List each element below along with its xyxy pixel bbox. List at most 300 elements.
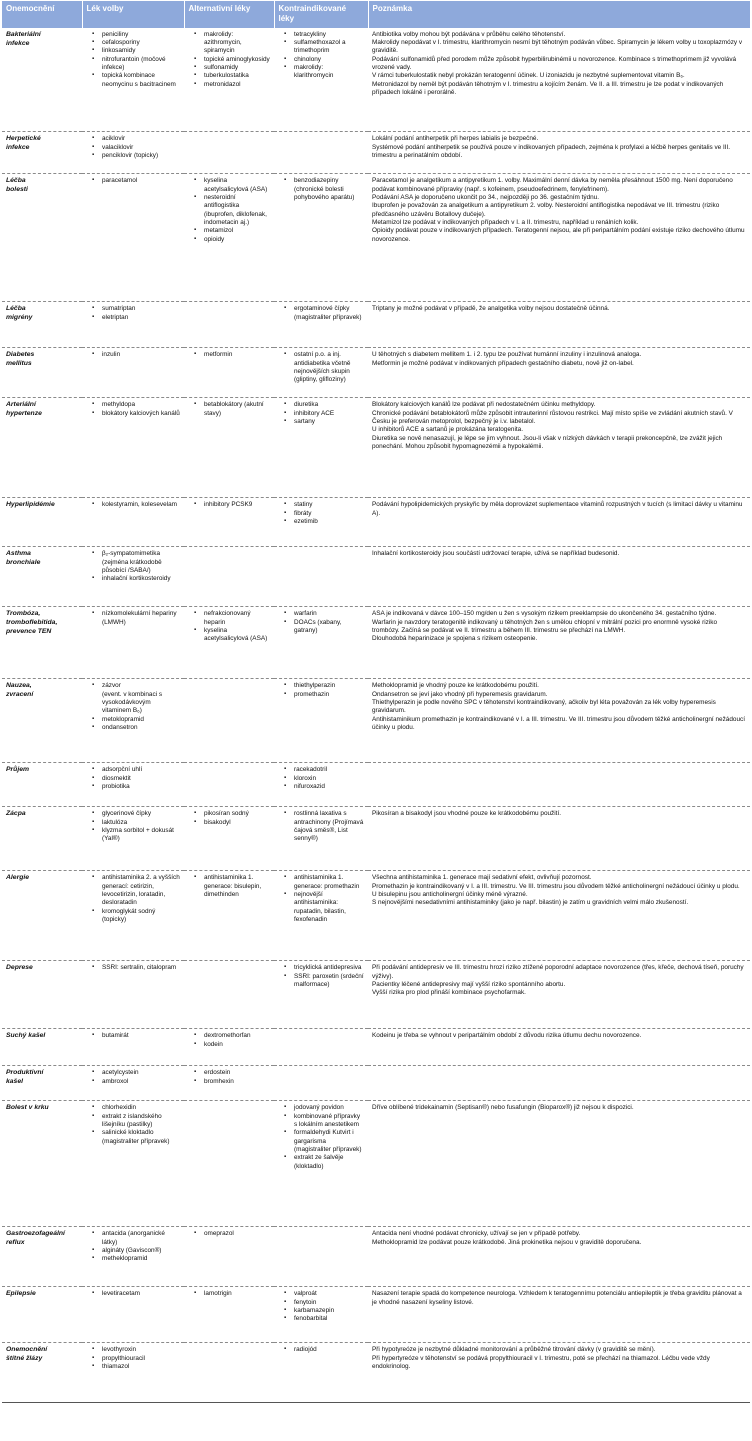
list-item: ▪ ondansetron — [102, 724, 180, 732]
note-paragraph: Všechna antihistaminika 1. generace mají sedativní efekt, ovlivňují pozornost. — [372, 874, 592, 882]
table-row — [2, 1066, 750, 1101]
drug-list — [86, 1290, 180, 1298]
list-item: ▪ propylthiouracil — [102, 1355, 180, 1363]
condition-label: Alergie — [6, 874, 30, 882]
list-item: ▪ antihistaminika 2. a vyšších generací: cetirizin, levocetirizin, loratadin, desloratadin — [102, 874, 180, 907]
condition-label: Hyperlipidémie — [6, 501, 55, 509]
table-row — [2, 174, 750, 302]
condition-label: migrény — [6, 314, 33, 322]
condition-label: Diabetes — [6, 351, 35, 359]
list-item: ▪ thiamazol — [102, 1363, 180, 1371]
table-row — [2, 961, 750, 1029]
drug-list — [278, 964, 364, 989]
condition-cell — [2, 807, 82, 871]
list-item: ▪ chinolony — [294, 56, 364, 64]
table-row — [2, 679, 750, 763]
header-drug-of-choice: Lék volby — [82, 1, 184, 28]
note-paragraph: Lokální podání antiherpetik při herpes labialis je bezpečné. — [372, 135, 539, 143]
note-cell — [368, 132, 750, 174]
list-item: ▪ thiethylperazin — [294, 682, 364, 690]
list-item: (event. v kombinaci s vysokodávkovým vitaminem B₆) — [102, 690, 163, 715]
drug-list — [188, 1230, 270, 1238]
list-item: ▪ fenobarbital — [294, 1315, 364, 1323]
drug-list — [278, 1346, 364, 1354]
condition-label: infekce — [6, 144, 30, 152]
drug-of-choice-cell — [82, 174, 184, 302]
list-item: ▪ rostlinná laxativa s antrachinony (Projímavá čajová směs®, List senny®) — [294, 810, 364, 843]
drug-of-choice-cell — [82, 1101, 184, 1227]
list-item: ▪ betablokátory (akutní stavy) — [204, 401, 270, 418]
note-cell — [368, 1343, 750, 1403]
contraindicated-cell — [274, 679, 368, 763]
note-paragraph: Inhalační kortikosteroidy jsou součástí udržovací terapie, užívá se například budesonid. — [372, 550, 620, 558]
condition-label: reflux — [6, 1239, 25, 1247]
condition-label: Onemocnění — [6, 1346, 48, 1354]
list-item: ▪ metformin — [204, 351, 270, 359]
list-item: ▪ diosmektit — [102, 775, 180, 783]
condition-label: Trombóza, — [6, 610, 41, 618]
note-paragraph: Antacida není vhodné podávat chronicky, užívají se jen v případě potřeby. — [372, 1230, 581, 1238]
table-row — [2, 1029, 750, 1066]
list-item: ▪ radiojód — [294, 1346, 364, 1354]
note-cell — [368, 1029, 750, 1066]
list-item: ▪ metoklopramid — [102, 716, 180, 724]
note-paragraph: U inhibitorů ACE a sartanů je prokázána teratogenita. — [372, 426, 523, 434]
alternative-cell — [184, 1287, 274, 1343]
alternative-cell — [184, 1101, 274, 1227]
drug-of-choice-cell — [82, 547, 184, 607]
table-row — [2, 28, 750, 132]
contraindicated-cell — [274, 1227, 368, 1287]
drug-list — [86, 964, 180, 972]
note-paragraph: Antihistaminikum promethazin je kontraindikované v I. a III. trimestru. Ve III. trimestru jsou důvodem těžké anticholinergní nežádoucí účinky u plodu. — [372, 715, 745, 731]
condition-label: Arteriální — [6, 401, 36, 409]
list-item: ▪ penciklovir (topicky) — [102, 152, 180, 160]
list-item: ▪ kloroxin — [294, 775, 364, 783]
note-cell — [368, 763, 750, 807]
list-item: ▪ klyzma sorbitol + dokusát (Yal®) — [102, 827, 180, 844]
condition-label: hypertenze — [6, 410, 42, 418]
alternative-cell — [184, 1029, 274, 1066]
list-item: ▪ kombinované přípravky s lokálním anestetikem — [294, 1113, 364, 1130]
drug-list — [86, 1032, 180, 1040]
note-paragraph: Diuretika se nově nenasazují, je lépe se jim vyhnout. Jsou-li však v nízkých dávkách v terapii prekoncepčně, lze zvážit jejich ponechání. Mohou způsobit hypomagnezémii a hypokalémii. — [372, 434, 723, 450]
list-item: ▪ β₂-sympatomimetika (zejména krátkodobě působící /SABA/) — [102, 550, 180, 575]
note-cell — [368, 498, 750, 547]
note-paragraph: Podávání sulfonamidů před porodem může způsobit hyperbilirubinémii u novorozence. Kombinace s trimethoprimem již vyvolává vrozené vady. — [372, 55, 737, 72]
list-item: ▪ acetylcystein — [102, 1069, 180, 1077]
list-item: ▪ sulfamethoxazol a trimethoprim — [294, 39, 364, 56]
note-paragraph: Opioidy podávat pouze v indikovaných případech. Teratogenní nejsou, ale při peripartálním podání existuje riziko dechového útlumu novorozence. — [372, 227, 745, 243]
list-item: ▪ kromoglykát sodný (topicky) — [102, 908, 180, 925]
drug-list — [278, 401, 364, 426]
list-item: ▪ sumatriptan — [102, 305, 180, 313]
list-item: ▪ warfarin — [294, 610, 364, 618]
list-item: ▪ ergotaminové čípky (magistraliter přípravek) — [294, 305, 364, 322]
drug-list — [86, 501, 180, 509]
alternative-cell — [184, 1066, 274, 1101]
contraindicated-cell — [274, 398, 368, 498]
contraindicated-cell — [274, 1343, 368, 1403]
drug-list — [188, 810, 270, 827]
note-paragraph: Triptany je možné podávat v případě, že analgetika volby nejsou dostatečně účinná. — [372, 305, 610, 313]
condition-label: kašel — [6, 1078, 24, 1086]
drug-list — [278, 766, 364, 791]
note-paragraph: Při hypotyreóze je nezbytné důkladné monitorování a průběžné titrování dávky (v graviditě se mění). — [372, 1346, 656, 1354]
drug-list — [86, 610, 180, 627]
note-paragraph: S nejnovějšími nesedativními antihistaminiky (jako je např. bilastin) je zatím u gravidních velmi málo zkušeností. — [372, 899, 689, 907]
condition-cell — [2, 547, 82, 607]
list-item: ▪ glycerinové čípky — [102, 810, 180, 818]
table-row — [2, 1343, 750, 1403]
contraindicated-cell — [274, 1029, 368, 1066]
condition-cell — [2, 1343, 82, 1403]
condition-label: Průjem — [6, 766, 30, 774]
list-item: ▪ kolestyramin, kolesevelam — [102, 501, 180, 509]
condition-cell — [2, 1066, 82, 1101]
list-item: ▪ nízkomolekulární hepariny (LMWH) — [102, 610, 180, 627]
alternative-cell — [184, 679, 274, 763]
contraindicated-cell — [274, 871, 368, 961]
list-item: ▪ tricyklická antidepresiva — [294, 964, 364, 972]
list-item: ▪ SSRI: paroxetin (srdeční malformace) — [294, 973, 364, 990]
drug-of-choice-cell — [82, 763, 184, 807]
note-paragraph: Vyšší rizika pro plod přináší kombinace psychofarmak. — [372, 989, 526, 997]
condition-cell — [2, 498, 82, 547]
list-item: ▪ benzodiazepiny (chronické bolesti pohybového aparátu) — [294, 177, 364, 202]
list-item: ▪ makrolidy: klarithromycin — [294, 64, 364, 81]
list-item: ▪ levothyroxin — [102, 1346, 180, 1354]
condition-cell — [2, 28, 82, 132]
alternative-cell — [184, 547, 274, 607]
drug-list — [278, 305, 364, 322]
drug-list — [278, 1290, 364, 1323]
drug-list — [188, 1290, 270, 1298]
contraindicated-cell — [274, 1287, 368, 1343]
list-item: ▪ extrakt ze šalvěje (kloktadlo) — [294, 1154, 364, 1171]
contraindicated-cell — [274, 132, 368, 174]
drug-of-choice-cell — [82, 132, 184, 174]
list-item: ▪ formaldehydi Kutvirt i gargarisma (magistraliter přípravek) — [294, 1129, 364, 1154]
list-item: ▪ pikosíran sodný — [204, 810, 270, 818]
note-cell — [368, 1227, 750, 1287]
header-contraindicated: Kontraindikované léky — [274, 1, 368, 28]
drug-of-choice-cell — [82, 961, 184, 1029]
condition-label: prevence TEN — [6, 627, 52, 635]
note-paragraph: Při podávání antidepresiv ve III. trimestru hrozí riziko ztížené poporodní adaptace novorozence (třes, křeče, dechová tíseň, poruchy výživy). — [372, 964, 744, 980]
list-item: ▪ sulfonamidy — [204, 64, 270, 72]
list-item: ▪ linkosamidy — [102, 47, 180, 55]
list-item: ▪ bromhexin — [204, 1078, 270, 1086]
list-item: ▪ zázvor — [102, 682, 180, 690]
table-row — [2, 498, 750, 547]
contraindicated-cell — [274, 807, 368, 871]
list-item: ▪ SSRI: sertralin, citalopram — [102, 964, 180, 972]
list-item: ▪ nesteroidní antiflogistika (ibuprofen, diklofenak, indometacin aj.) — [204, 194, 270, 227]
drug-list — [188, 610, 270, 643]
drug-list — [278, 177, 364, 202]
list-item: ▪ kodein — [204, 1041, 270, 1049]
contraindicated-cell — [274, 961, 368, 1029]
drug-of-choice-cell — [82, 871, 184, 961]
contraindicated-cell — [274, 547, 368, 607]
note-cell — [368, 1066, 750, 1101]
header-note: Poznámka — [368, 1, 750, 28]
list-item: ▪ peniciliny — [102, 31, 180, 39]
drug-list — [278, 31, 364, 81]
condition-label: Deprese — [6, 964, 33, 972]
note-cell — [368, 961, 750, 1029]
list-item: ▪ inhibitory PCSK9 — [204, 501, 270, 509]
list-item: ▪ extrakt z islandského lišejníku (pastilky) — [102, 1113, 180, 1130]
list-item: ▪ aciklovir — [102, 135, 180, 143]
drug-list — [86, 1104, 180, 1146]
drug-list — [278, 351, 364, 384]
list-item: ▪ eletriptan — [102, 314, 180, 322]
list-item: ▪ algináty (Gaviscon®) — [102, 1247, 180, 1255]
list-item: ▪ metamizol — [204, 227, 270, 235]
drug-list — [278, 682, 364, 699]
condition-label: Zácpa — [6, 810, 26, 818]
note-cell — [368, 807, 750, 871]
list-item: ▪ karbamazepin — [294, 1307, 364, 1315]
drug-list — [188, 351, 270, 359]
list-item: ▪ ostatní p.o. a inj. antidiabetika včetně nejnovějších skupin (gliptiny, glifloziny) — [294, 351, 364, 384]
drug-of-choice-cell — [82, 398, 184, 498]
condition-label: štítné žlázy — [6, 1355, 43, 1363]
drug-table — [2, 1, 751, 1403]
list-item: ▪ levetiracetam — [102, 1290, 180, 1298]
list-item: ▪ kyselina acetylsalicylová (ASA) — [204, 627, 270, 644]
condition-cell — [2, 174, 82, 302]
condition-cell — [2, 871, 82, 961]
table-row — [2, 1101, 750, 1227]
note-paragraph: Dlouhodobá heparinizace je spojena s rizikem osteopenie. — [372, 635, 538, 643]
list-item: ▪ nitrofurantoin (močové infekce) — [102, 56, 180, 73]
drug-list — [86, 351, 180, 359]
note-paragraph: Thiethylperazin je podle nového SPC v těhotenství kontraindikovaný, ačkoliv byl léta považován za lék volby hyperemesis gravidarum. — [372, 698, 716, 715]
note-paragraph: Podávání hypolipidemických pryskyřic by měla doprovázet suplementace vitaminů rozpustných v tucích (s limitací dávky u vitaminu A). — [372, 501, 743, 517]
list-item: ▪ antihistaminika 1. generace: promethazin — [294, 874, 364, 891]
drug-list — [188, 1069, 270, 1086]
contraindicated-cell — [274, 302, 368, 348]
alternative-cell — [184, 132, 274, 174]
note-paragraph: Pacientky léčené antidepresivy mají vyšší riziko spontánního abortu. — [372, 980, 566, 988]
alternative-cell — [184, 807, 274, 871]
note-paragraph: Kodeinu je třeba se vyhnout v peripartálním období z důvodu rizika útlumu dechu novorozence. — [372, 1032, 642, 1040]
list-item: ▪ butamirát — [102, 1032, 180, 1040]
list-item: ▪ opioidy — [204, 236, 270, 244]
condition-label: zvracení — [6, 691, 34, 699]
condition-cell — [2, 1101, 82, 1227]
condition-label: Herpetické — [6, 135, 41, 143]
drug-of-choice-cell — [82, 807, 184, 871]
condition-cell — [2, 302, 82, 348]
condition-label: Léčba — [6, 305, 26, 313]
note-paragraph: Metamizol lze podávat v indikovaných případech v I. a II. trimestru, například u renálních kolik. — [372, 218, 639, 226]
list-item: ▪ cefalosporiny — [102, 39, 180, 47]
note-cell — [368, 302, 750, 348]
drug-of-choice-cell — [82, 1066, 184, 1101]
drug-list — [86, 550, 180, 583]
condition-label: Suchý kašel — [6, 1032, 46, 1040]
table-row — [2, 1227, 750, 1287]
alternative-cell — [184, 302, 274, 348]
condition-cell — [2, 1287, 82, 1343]
condition-label: Bolest v krku — [6, 1104, 49, 1112]
condition-label: mellitus — [6, 360, 32, 368]
list-item: ▪ lamotrigin — [204, 1290, 270, 1298]
note-cell — [368, 607, 750, 679]
list-item: ▪ jodovaný povidon — [294, 1104, 364, 1112]
list-item: ▪ antihistaminika 1. generace: bisulepin, dimethinden — [204, 874, 270, 899]
note-paragraph: Chronické podávání betablokátorů může způsobit intrauterinní růstovou restrikci. Mají místo spíše ve zvládání akutních stavů. V Česku je preferován metoprolol, bezpečný je i.v. labetalol. — [372, 409, 733, 425]
table-row — [2, 607, 750, 679]
table-row — [2, 1287, 750, 1343]
list-item: ▪ bisakodyl — [204, 819, 270, 827]
note-paragraph: Metformin je možné podávat v indikovaných případech gestačního diabetu, nově již on-label. — [372, 359, 634, 367]
drug-of-choice-cell — [82, 1287, 184, 1343]
condition-cell — [2, 607, 82, 679]
alternative-cell — [184, 763, 274, 807]
note-cell — [368, 679, 750, 763]
list-item: ▪ salinické kloktadlo (magistraliter přípravek) — [102, 1129, 180, 1146]
contraindicated-cell — [274, 498, 368, 547]
alternative-cell — [184, 398, 274, 498]
note-paragraph: Warfarin je navzdory teratogenitě indikovaný u těhotných žen s umělou chlopní v mitrální pozici pro enormně vysoké riziko trombózy. Začíná se podávat ve II. trimestru a během III. trimestru se přechází na LMWH. — [372, 618, 718, 634]
list-item: ▪ nejnovější antihistaminika: rupatadin, bilastin, fexofenadin — [294, 891, 364, 924]
alternative-cell — [184, 961, 274, 1029]
note-paragraph: Podávání ASA je doporučeno ukončit po 34., nejpozději po 36. gestačním týdnu. — [372, 193, 600, 201]
list-item: ▪ laktulóza — [102, 819, 180, 827]
alternative-cell — [184, 28, 274, 132]
alternative-cell — [184, 1227, 274, 1287]
drug-list — [188, 501, 270, 509]
drug-list — [278, 874, 364, 924]
note-paragraph: Metronidazol by neměl být podáván těhotným v I. trimestru a kojícím ženám. Ve II. a III. trimestru je lze podat v indikovaných případech lokálně i perorálně. — [372, 80, 724, 97]
note-paragraph: Systémové podání antiherpetik se používá pouze v indikovaných případech, zejména k profylaxi a léčbě herpes genitalis ve III. trimestru a perinatálním období. — [372, 143, 731, 159]
condition-cell — [2, 1227, 82, 1287]
list-item: ▪ omeprazol — [204, 1230, 270, 1238]
condition-label: Produktivní — [6, 1069, 44, 1077]
drug-of-choice-cell — [82, 1029, 184, 1066]
note-cell — [368, 398, 750, 498]
drug-list — [278, 810, 364, 843]
list-item: ▪ fenytoin — [294, 1299, 364, 1307]
drug-list — [188, 177, 270, 244]
drug-list — [86, 177, 180, 185]
note-paragraph: Antibiotika volby mohou být podávána v průběhu celého těhotenství. — [372, 30, 566, 38]
contraindicated-cell — [274, 763, 368, 807]
drug-list — [278, 501, 364, 526]
note-paragraph: ASA je indikovaná v dávce 100–150 mg/den u žen s vysokým rizikem preeklampsie do ukončeného 34. gestačního týdne. — [372, 610, 717, 618]
condition-label: Léčba — [6, 177, 26, 185]
drug-list — [188, 401, 270, 418]
drug-list — [278, 1104, 364, 1171]
alternative-cell — [184, 174, 274, 302]
note-cell — [368, 28, 750, 132]
drug-list — [86, 766, 180, 791]
contraindicated-cell — [274, 174, 368, 302]
list-item: ▪ kyselina acetylsalicylová (ASA) — [204, 177, 270, 194]
list-item: ▪ nifuroxazid — [294, 783, 364, 791]
list-item: ▪ statiny — [294, 501, 364, 509]
drug-list — [188, 31, 270, 89]
note-paragraph: Nasazení terapie spadá do kompetence neurologa. Vzhledem k teratogennímu potenciálu antiepileptik je třeba graviditu plánovat a je vhodné nasazení kyseliny listové. — [372, 1290, 742, 1306]
table-row — [2, 302, 750, 348]
condition-cell — [2, 132, 82, 174]
condition-label: Asthma — [6, 550, 31, 558]
drug-list — [86, 401, 180, 418]
note-cell — [368, 1101, 750, 1227]
list-item: ▪ blokátory kalciových kanálů — [102, 410, 180, 418]
list-item: ▪ metronidazol — [204, 81, 270, 89]
drug-of-choice-cell — [82, 607, 184, 679]
list-item: ▪ racekadotril — [294, 766, 364, 774]
drug-list — [86, 1069, 180, 1086]
condition-label: Nauzea, — [6, 682, 32, 690]
condition-cell — [2, 763, 82, 807]
table-row — [2, 763, 750, 807]
list-item: ▪ valproát — [294, 1290, 364, 1298]
note-cell — [368, 174, 750, 302]
list-item: ▪ chlorhexidin — [102, 1104, 180, 1112]
list-item: ▪ inhalační kortikosteroidy — [102, 575, 180, 583]
list-item: ▪ diuretika — [294, 401, 364, 409]
header-alternative: Alternativní léky — [184, 1, 274, 28]
condition-label: bronchiale — [6, 559, 41, 567]
table-row — [2, 398, 750, 498]
drug-list — [86, 31, 180, 89]
table-row — [2, 132, 750, 174]
table-row — [2, 871, 750, 961]
drug-of-choice-cell — [82, 679, 184, 763]
list-item: ▪ paracetamol — [102, 177, 180, 185]
contraindicated-cell — [274, 348, 368, 398]
condition-cell — [2, 348, 82, 398]
list-item: ▪ dextromethorfan — [204, 1032, 270, 1040]
condition-cell — [2, 1029, 82, 1066]
list-item: ▪ valaciklovir — [102, 144, 180, 152]
list-item: ▪ antacida (anorganické látky) — [102, 1230, 180, 1247]
note-paragraph: Makrolidy nepodávat v I. trimestru, klarithromycin nesmí být těhotným podáván vůbec. Spiramycin je lékem volby u toxoplazmózy v graviditě. — [372, 39, 743, 55]
condition-label: Epilepsie — [6, 1290, 36, 1298]
alternative-cell — [184, 498, 274, 547]
table-row — [2, 348, 750, 398]
drug-list — [86, 135, 180, 160]
note-cell — [368, 547, 750, 607]
note-paragraph: Dříve oblíbené tridekainamin (Septisan®) nebo fusafungin (Bioparox®) již nejsou k dispozici. — [372, 1104, 634, 1112]
drug-of-choice-cell — [82, 348, 184, 398]
list-item: ▪ promethazin — [294, 691, 364, 699]
alternative-cell — [184, 607, 274, 679]
note-paragraph: Blokátory kalciových kanálů lze podávat při nedostatečném účinku methyldopy. — [372, 401, 596, 409]
list-item: ▪ erdostein — [204, 1069, 270, 1077]
condition-label: tromboflebitida, — [6, 619, 58, 627]
drug-list — [188, 874, 270, 899]
drug-list — [86, 305, 180, 322]
note-paragraph: V rámci tuberkulostatik nebyl prokázán teratogenní účinek. U izoniazidu je nezbytné suplementovat vitamin B₆. — [372, 72, 685, 80]
condition-label: bolesti — [6, 186, 28, 194]
drug-list — [86, 1230, 180, 1263]
list-item: ▪ inhibitory ACE — [294, 410, 364, 418]
list-item: ▪ fibráty — [294, 510, 364, 518]
drug-list — [86, 682, 180, 732]
condition-cell — [2, 679, 82, 763]
list-item: ▪ makrolidy: azithromycin, spiramycin — [204, 31, 270, 56]
drug-list — [86, 1346, 180, 1371]
drug-list — [188, 1032, 270, 1049]
